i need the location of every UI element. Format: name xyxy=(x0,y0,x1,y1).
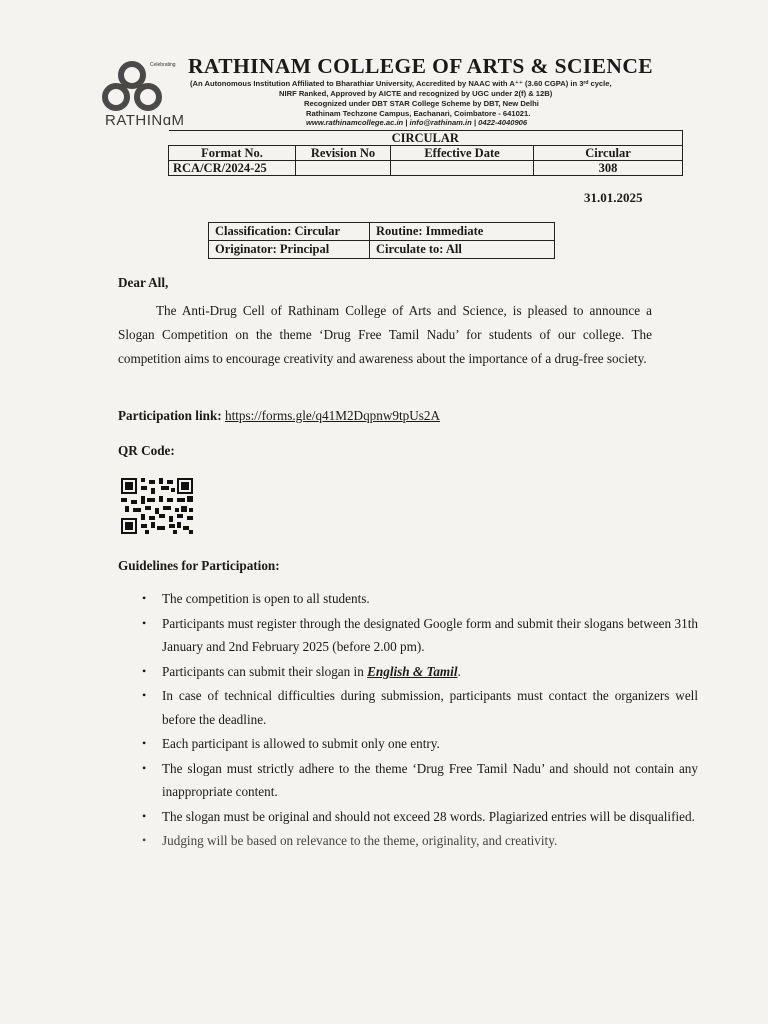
header-format-no: Format No. xyxy=(169,146,296,161)
list-item: • The competition is open to all students. xyxy=(162,587,698,611)
contact-line: www.rathinamcollege.ac.in | info@rathinam.in | 0422-4040906 xyxy=(306,118,528,127)
salutation: Dear All, xyxy=(118,275,169,290)
guidelines-list xyxy=(118,587,698,854)
affiliation-line: (An Autonomous Institution Affiliated to Bharathiar University, Accredited by NAAC with A⁺⁺ (3.60 CGPA) in 3ʳᵈ cycle, xyxy=(190,79,612,88)
revision-no-value xyxy=(296,161,391,176)
address-line: Rathinam Techzone Campus, Eachanari, Coimbatore - 641021. xyxy=(306,109,531,118)
participation-row xyxy=(118,404,440,428)
guidelines-title: Guidelines for Participation: xyxy=(118,558,280,573)
classification-table xyxy=(208,222,555,259)
header-revision-no: Revision No xyxy=(296,146,391,161)
header-effective-date: Effective Date xyxy=(391,146,534,161)
circular-title: CIRCULAR xyxy=(169,131,683,146)
qr-label: QR Code: xyxy=(118,443,175,458)
routine-cell: Routine: Immediate xyxy=(370,223,555,241)
list-item: • Participants can submit their slogan in English & Tamil. xyxy=(162,660,698,684)
circular-date: 31.01.2025 xyxy=(584,190,643,205)
logo-wordmark: RATHINɑM xyxy=(105,112,185,129)
originator-cell: Originator: Principal xyxy=(209,241,370,259)
language-emphasis: English & Tamil xyxy=(367,663,458,679)
announcement-paragraph: The Anti-Drug Cell of Rathinam College of Arts and Science, is pleased to announce a Slogan Competition on the theme ‘Drug Free Tamil Nadu’ for students of our college. The competition aims to encourage creativity and awareness about the importance of a drug-free society. xyxy=(118,303,652,366)
recognition-line: Recognized under DBT STAR College Scheme by DBT, New Delhi xyxy=(304,99,539,108)
list-item: • The slogan must be original and should not exceed 28 words. Plagiarized entries will be disqualified. xyxy=(162,805,698,829)
list-item: • The slogan must strictly adhere to the theme ‘Drug Free Tamil Nadu’ and should not contain any inappropriate content. xyxy=(162,757,698,804)
list-item: • Each participant is allowed to submit only one entry. xyxy=(162,732,698,756)
college-name: RATHINAM COLLEGE OF ARTS & SCIENCE xyxy=(188,54,654,78)
circular-format-table xyxy=(168,130,683,176)
list-item: • Judging will be based on relevance to the theme, originality, and creativity. xyxy=(162,829,698,853)
list-item: • In case of technical difficulties during submission, participants must contact the organizers well before the deadline. xyxy=(162,684,698,731)
format-no-value: RCA/CR/2024-25 xyxy=(169,161,296,176)
circulate-cell: Circulate to: All xyxy=(370,241,555,259)
participation-link[interactable]: https://forms.gle/q41M2Dqpnw9tpUs2A xyxy=(224,408,440,423)
logo-tagline: Celebrating xyxy=(150,62,176,68)
qr-code-icon[interactable] xyxy=(121,478,193,534)
classification-cell: Classification: Circular xyxy=(209,223,370,241)
circular-no-value: 308 xyxy=(534,161,683,176)
list-item: • Participants must register through the designated Google form and submit their slogans between 31th January and 2nd February 2025 (before 2.00 pm). xyxy=(162,612,698,659)
effective-date-value xyxy=(391,161,534,176)
ranking-line: NIRF Ranked, Approved by AICTE and recognized by UGC under 2(f) & 12B) xyxy=(279,89,553,98)
participation-label: Participation link: xyxy=(118,408,222,423)
header-circular: Circular xyxy=(534,146,683,161)
